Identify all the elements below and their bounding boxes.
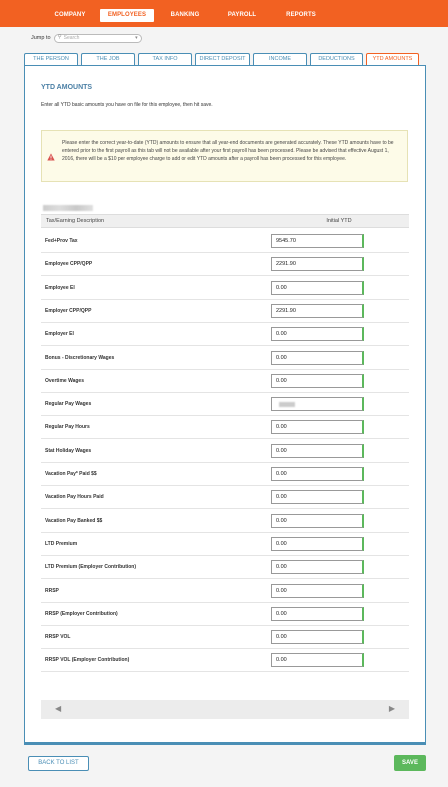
- row-label: Employer CPP/QPP: [45, 307, 92, 314]
- tab-ytd-amounts[interactable]: YTD AMOUNTS: [366, 53, 419, 65]
- row-label: RRSP (Employer Contribution): [45, 610, 118, 617]
- column-header-description: Tax/Earning Description: [46, 218, 105, 224]
- table-row: [41, 603, 409, 626]
- panel-intro: Enter all YTD basic amounts you have on file for this employee, then hit save.: [41, 102, 213, 108]
- row-label: Fed+Prov Tax: [45, 238, 78, 244]
- ytd-panel: [24, 65, 426, 745]
- save-button[interactable]: SAVE: [394, 755, 426, 771]
- table-row: [41, 486, 409, 509]
- ytd-amount-input[interactable]: [271, 327, 364, 341]
- table-row: [41, 440, 409, 463]
- ytd-amount-input[interactable]: [271, 281, 364, 295]
- tab-tax-info[interactable]: TAX INFO: [138, 53, 192, 65]
- nav-banking[interactable]: BANKING: [170, 12, 200, 18]
- jump-search-input[interactable]: [54, 34, 142, 43]
- horizontal-scrollbar[interactable]: [41, 700, 409, 719]
- ytd-amount-input[interactable]: [271, 514, 364, 528]
- warning-text: Please enter the correct year-to-date (YTD) amounts to ensure that all year-end documents are generated accurately. These YTD amounts have to be entered prior to the first payroll as this tab will not be available after your first payroll has been processed. Please be advised that effective August 1, 2016, there will be a $10 per employee charge to add or edit YTD amounts after a payroll has been processed for this employee.: [62, 140, 394, 162]
- ytd-amount-input[interactable]: [271, 467, 364, 481]
- tab-the-job[interactable]: THE JOB: [81, 53, 135, 65]
- table-row: [41, 230, 409, 253]
- table-row: [41, 626, 409, 649]
- table-row: [41, 393, 409, 416]
- panel-title: YTD AMOUNTS: [41, 84, 93, 91]
- table-row: [41, 649, 409, 672]
- scroll-left-icon[interactable]: ◀: [55, 704, 62, 713]
- ytd-amount-input[interactable]: [271, 607, 364, 621]
- row-label: Vacation Pay* Paid $$: [45, 471, 97, 477]
- row-label: Stat Holiday Wages: [45, 447, 92, 454]
- top-nav: [0, 0, 448, 27]
- table-row: [41, 323, 409, 346]
- nav-employees[interactable]: EMPLOYEES: [100, 9, 154, 22]
- row-label: Employer EI: [45, 331, 74, 338]
- dropdown-arrow-icon[interactable]: ▾: [135, 35, 138, 41]
- nav-reports[interactable]: REPORTS: [286, 12, 316, 18]
- table-row: [41, 463, 409, 486]
- ytd-amount-input[interactable]: [271, 537, 364, 551]
- warning-box: [41, 130, 408, 182]
- table-row: [41, 533, 409, 556]
- table-row: [41, 510, 409, 533]
- search-icon: ⚲: [57, 34, 62, 41]
- ytd-amount-input[interactable]: [271, 560, 364, 574]
- nav-payroll[interactable]: PAYROLL: [227, 12, 257, 18]
- ytd-amount-input[interactable]: [271, 374, 364, 388]
- ytd-amount-input[interactable]: [271, 257, 364, 271]
- row-label: RRSP: [45, 587, 59, 594]
- table-header: [41, 214, 409, 228]
- ytd-amount-input[interactable]: [271, 351, 364, 365]
- ytd-amount-input[interactable]: [271, 584, 364, 598]
- tab-direct-deposit[interactable]: DIRECT DEPOSIT: [195, 53, 250, 65]
- jump-search-placeholder: Search: [63, 35, 80, 41]
- jump-to: [31, 32, 142, 44]
- row-label: Regular Pay Wages: [45, 401, 92, 408]
- column-header-initial-ytd: Initial YTD: [326, 218, 352, 224]
- table-row: [41, 580, 409, 603]
- ytd-amount-input[interactable]: [271, 490, 364, 504]
- row-label: Overtime Wages: [45, 377, 84, 384]
- tab-deductions[interactable]: DEDUCTIONS: [310, 53, 363, 65]
- row-label: LTD Premium (Employer Contribution): [45, 564, 137, 571]
- redacted-value: [279, 402, 295, 407]
- row-label: LTD Premium: [45, 540, 78, 547]
- row-label: Employee CPP/QPP: [45, 261, 93, 268]
- table-row: [41, 347, 409, 370]
- table-row: [41, 370, 409, 393]
- nav-company[interactable]: COMPANY: [54, 12, 86, 18]
- ytd-amount-input[interactable]: [271, 234, 364, 248]
- table-row: [41, 277, 409, 300]
- table-row: [41, 416, 409, 439]
- scroll-right-icon[interactable]: ▶: [388, 704, 395, 713]
- ytd-amount-input[interactable]: [271, 304, 364, 318]
- row-label: Employee EI: [45, 284, 75, 291]
- ytd-amount-input[interactable]: [271, 444, 364, 458]
- tab-income[interactable]: INCOME: [253, 53, 307, 65]
- back-to-list-button[interactable]: BACK TO LIST: [28, 756, 89, 771]
- warning-icon: [47, 153, 55, 161]
- row-label: Vacation Pay Hours Paid: [45, 494, 104, 501]
- table-row: [41, 253, 409, 276]
- jump-to-label: Jump to: [31, 35, 51, 41]
- ytd-amount-input[interactable]: [271, 420, 364, 434]
- row-label: RRSP VOL (Employer Contribution): [45, 657, 130, 664]
- employee-name-redacted: [43, 205, 93, 211]
- row-label: Bonus - Discretionary Wages: [45, 354, 115, 361]
- ytd-amount-input[interactable]: [271, 653, 364, 667]
- row-label: Regular Pay Hours: [45, 424, 90, 431]
- row-label: RRSP VOL: [45, 634, 71, 641]
- row-label: Vacation Pay Banked $$: [45, 517, 103, 524]
- ytd-amount-input[interactable]: [271, 630, 364, 644]
- table-row: [41, 556, 409, 579]
- table-row: [41, 300, 409, 323]
- tab-the-person[interactable]: THE PERSON: [24, 53, 78, 65]
